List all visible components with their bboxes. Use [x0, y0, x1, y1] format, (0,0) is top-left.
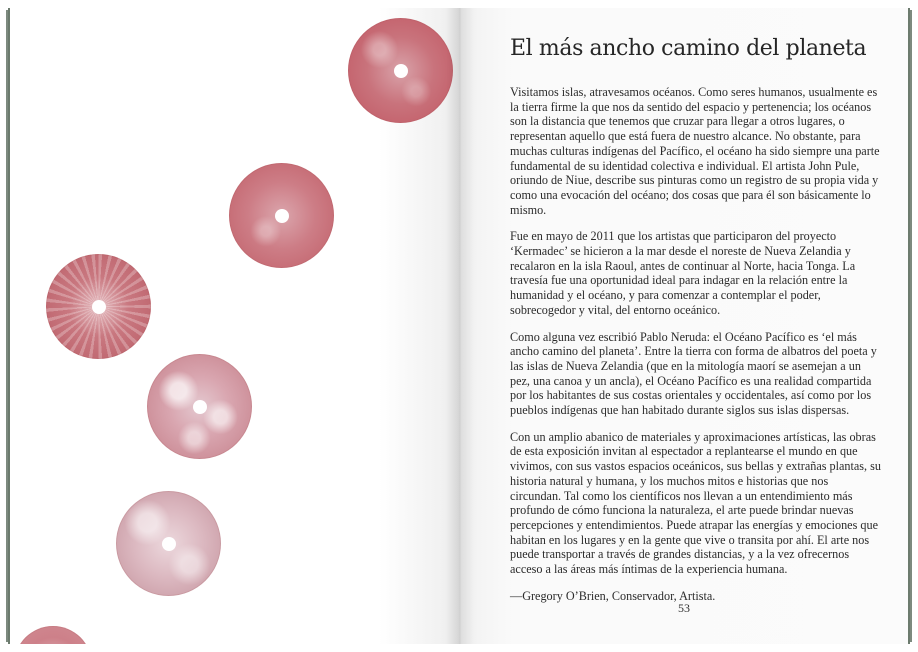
coral-disc-image: [348, 18, 453, 123]
article-paragraph: Con un amplio abanico de materiales y aproximaciones artísticas, las obras de esta exposición invitan al espectador a replantearse el mundo en que vivimos, con sus vastos espacios oceánicos, sus bellas y extrañas plantas, su historia natural y humana, y los muchos mitos e historias que nos circundan. Tal como los científicos nos llevan a un entendimiento más profundo de cómo funciona la naturaleza, el arte puede brindar nuevas percepciones y entendimientos. Puede atrapar las energías y emociones que habitan en los lugares y en la gente que vive o transita por ahí. El arte nos puede transportar a través de grandes distancias, y a la vez ofrecernos acceso a las áreas más íntimas de la experiencia humana.: [510, 429, 881, 577]
article-title: El más ancho camino del planeta: [510, 36, 867, 61]
book-edge-right: [908, 10, 912, 642]
coral-disc-image: [229, 163, 334, 268]
page-number: 53: [678, 601, 690, 615]
article-paragraph: Visitamos islas, atravesamos océanos. Como seres humanos, usualmente es la tierra firme la que nos da sentido del espacio y pertenencia; los océanos son la distancia que tenemos que cruzar para llegar a otros lugares, o representan aquello que está fuera de nuestro alcance. No obstante, para muchas culturas indígenas del Pacífico, el océano ha sido siempre una parte fundamental de su identidad colectiva e individual. El artista John Pule, oriundo de Niue, describe sus pinturas como un registro de su propia vida y como una evocación del océano; dos cosas que para él son básicamente lo mismo.: [510, 85, 880, 217]
coral-disc-image: [14, 626, 92, 644]
coral-disc-image: [147, 354, 252, 459]
book-gutter: [446, 8, 474, 644]
coral-disc-image: [116, 491, 221, 596]
author-signature: —Gregory O’Brien, Conservador, Artista.: [510, 588, 716, 603]
article-paragraph: Como alguna vez escribió Pablo Neruda: el Océano Pacífico es ‘el más ancho camino del planeta’. Entre la tierra con forma de albatros del poeta y las islas de Nueva Zelandia (que en la mitología maorí se asemejan a un pez, una canoa y un ancla), el Océano Pacífico es una realidad compartida por los habitantes de sus costas orientales y occidentales, así como por los pueblos indígenas que han habitado durante siglos sus islas dispersas.: [510, 329, 877, 418]
article-body: [510, 36, 882, 604]
coral-disc-image: [46, 254, 151, 359]
left-page: [10, 8, 460, 644]
right-page: [460, 8, 908, 644]
article-paragraph: Fue en mayo de 2011 que los artistas que participaron del proyecto ‘Kermadec’ se hicieron a la mar desde el noreste de Nueva Zelandia y recalaron en la isla Raoul, antes de continuar al Norte, hacia Tonga. La travesía fue una oportunidad ideal para indagar en la relación entre la humanidad y el océano, y para comenzar a contemplar el poder, sobrecogedor y vital, del entorno oceánico.: [510, 229, 856, 317]
